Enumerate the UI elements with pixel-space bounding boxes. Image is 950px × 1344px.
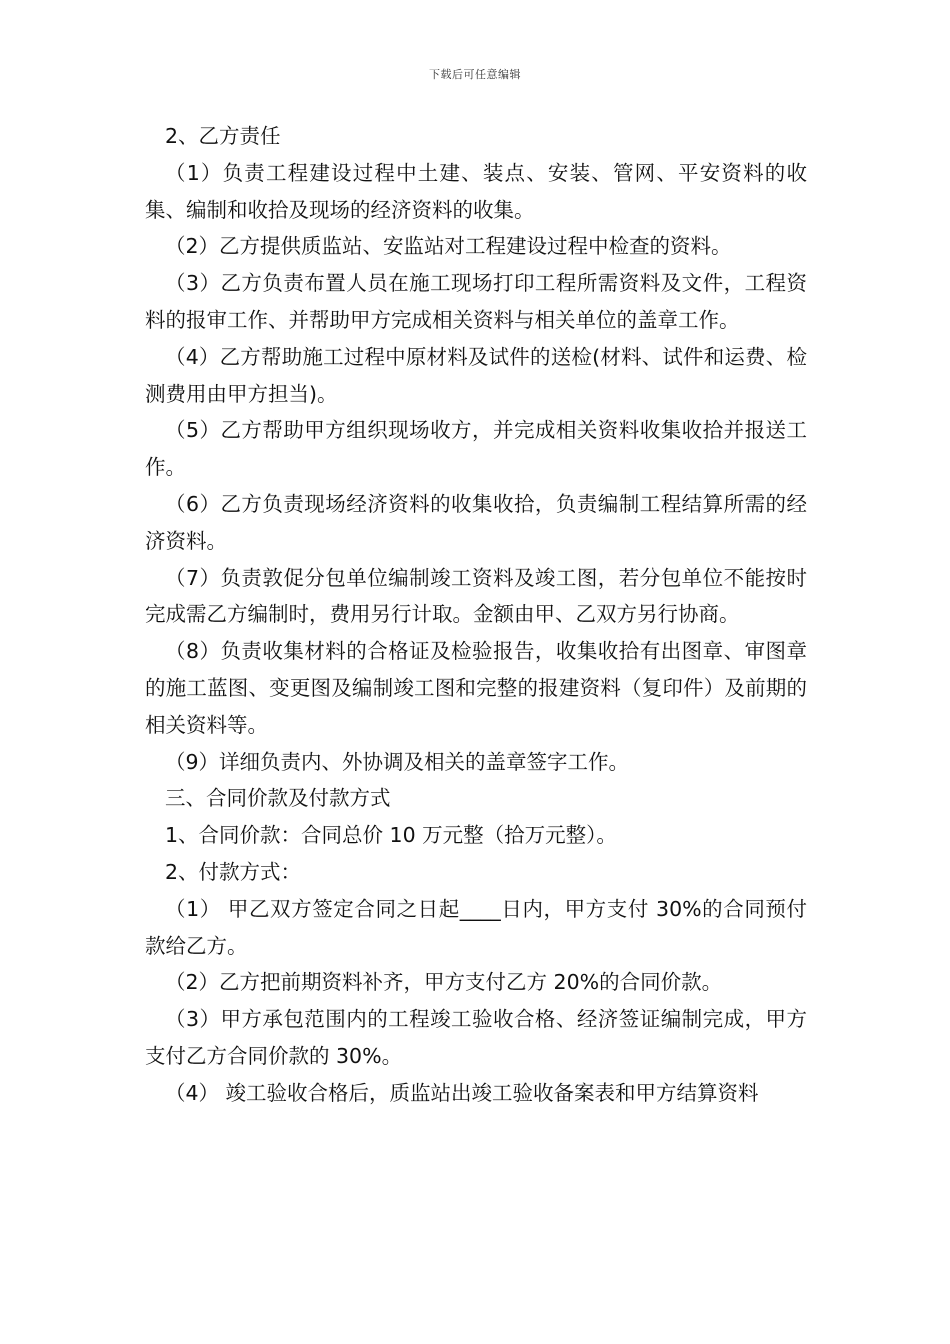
- paragraph-payment-1: （1） 甲乙双方签定合同之日起____日内，甲方支付 30%的合同预付款给乙方。: [145, 896, 807, 958]
- paragraph-item-4: （4）乙方帮助施工过程中原材料及试件的送检(材料、试件和运费、检测费用由甲方担当)。: [145, 344, 807, 406]
- paragraph-item-3: （3）乙方负责布置人员在施工现场打印工程所需资料及文件，工程资料的报审工作、并帮助甲方完成相关资料与相关单位的盖章工作。: [145, 271, 807, 332]
- paragraph-item-5: （5）乙方帮助甲方组织现场收方，并完成相关资料收集收拾并报送工作。: [145, 418, 807, 480]
- paragraph-party-b-duties-heading: 2、乙方责任: [165, 124, 281, 148]
- section-heading-contract-price: 三、合同价款及付款方式: [165, 786, 391, 811]
- paragraph-item-8: （8）负责收集材料的合格证及检验报告，收集收拾有出图章、审图章的施工蓝图、变更图及编制竣工图和完整的报建资料（复印件）及前期的相关资料等。: [145, 639, 807, 737]
- paragraph-item-9: （9）详细负责内、外协调及相关的盖章签字工作。: [165, 749, 630, 774]
- page-header: 下载后可任意编辑: [429, 68, 521, 81]
- paragraph-item-7: （7）负责敦促分包单位编制竣工资料及竣工图，若分包单位不能按时完成需乙方编制时，费用另行计取。金额由甲、乙双方另行协商。: [145, 565, 807, 627]
- paragraph-payment-2: （2）乙方把前期资料补齐，甲方支付乙方 20%的合同价款。: [165, 970, 723, 995]
- paragraph-payment-method-heading: 2、付款方式：: [165, 859, 302, 884]
- paragraph-item-6: （6）乙方负责现场经济资料的收集收拾，负责编制工程结算所需的经济资料。: [145, 491, 807, 553]
- paragraph-payment-4: （4） 竣工验收合格后，质监站出竣工验收备案表和甲方结算资料: [165, 1080, 759, 1105]
- document-body: [145, 118, 807, 1112]
- paragraph-contract-price: 1、合同价款：合同总价 10 万元整（拾万元整）。: [165, 823, 617, 848]
- paragraph-item-1: （1）负责工程建设过程中土建、装点、安装、管网、平安资料的收集、编制和收拾及现场的经济资料的收集。: [145, 160, 807, 222]
- paragraph-item-2: （2）乙方提供质监站、安监站对工程建设过程中检查的资料。: [165, 234, 732, 259]
- paragraph-payment-3: （3）甲方承包范围内的工程竣工验收合格、经济签证编制完成，甲方支付乙方合同价款的 30%。: [145, 1007, 807, 1068]
